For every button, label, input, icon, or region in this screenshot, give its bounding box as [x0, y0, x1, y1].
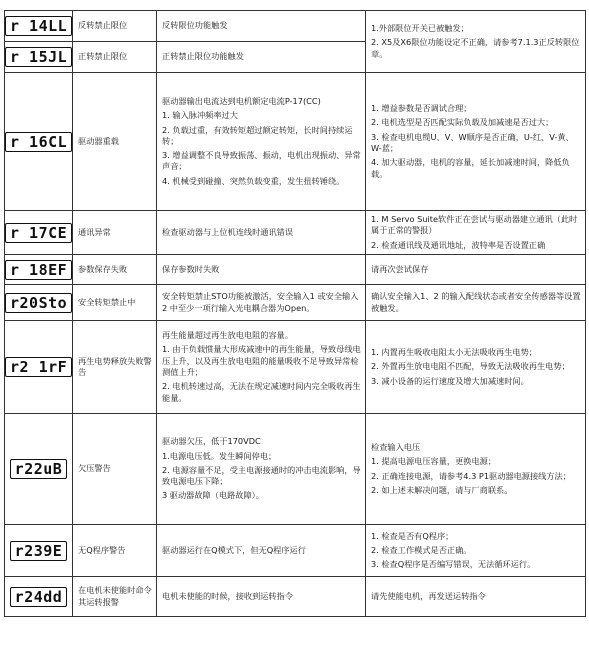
- alarm-code-cell: [5, 255, 73, 285]
- solution-line: 3. 检查Q程序是否编写错误，无法循环运行。: [371, 559, 536, 570]
- cause-line: 2. 电源容量不足，受主电源接通时的冲击电流影响，导致电源电压下降；: [162, 464, 361, 487]
- solution-line: 1. M Servo Suite软件正在尝试与驱动器建立通讯（此时属于正常的警报）: [371, 214, 578, 236]
- alarm-cause: [157, 414, 366, 525]
- alarm-solution: [366, 321, 586, 414]
- alarm-code-cell: [5, 525, 73, 577]
- alarm-code-cell: [5, 577, 73, 617]
- table-row: [5, 73, 586, 211]
- cause-line: 驱动器输出电流达到电机额定电流P-17(CC): [162, 95, 321, 106]
- cause-line: 安全转矩禁止STO功能被激活，安全输入1 或安全输入2 中至少一项行输入光电耦合器为Open。: [162, 291, 359, 313]
- alarm-code-cell: [5, 73, 73, 211]
- cause-line: 1. 输入脉冲频率过大: [162, 110, 238, 121]
- alarm-code: r22uB: [10, 459, 68, 479]
- alarm-cause: [157, 11, 366, 42]
- alarm-code: r24dd: [10, 587, 68, 607]
- solution-line: 1. 检查是否有Q程序；: [371, 530, 454, 541]
- alarm-table: [4, 10, 586, 617]
- solution-line: 2. 正确连接电源，请参考4.3 P1驱动器电源接线方法；: [371, 470, 571, 481]
- alarm-solution: [366, 525, 586, 577]
- solution-line: 1.外部限位开关已被触发；: [371, 23, 469, 34]
- alarm-cause: [157, 211, 366, 255]
- alarm-code: r 18EF: [5, 260, 72, 280]
- alarm-cause: [157, 255, 366, 285]
- table-row: [5, 525, 586, 577]
- alarm-solution: [366, 11, 586, 73]
- solution-line: 3. 检查电机电缆U、V、W顺序是否正确，U-红、V-黄、W-蓝；: [371, 131, 574, 153]
- alarm-code: r20Sto: [5, 293, 72, 313]
- alarm-cause: [157, 321, 366, 414]
- solution-line: 2. 检查通讯线及通讯地址，波特率是否设置正确: [371, 239, 546, 250]
- cause-line: 驱动器欠压，低于170VDC: [162, 436, 261, 447]
- alarm-name: 通讯异常: [73, 211, 157, 255]
- alarm-cause: [157, 73, 366, 211]
- table-row: [5, 414, 586, 525]
- table-row: [5, 211, 586, 255]
- alarm-code-cell: [5, 11, 73, 42]
- alarm-code: r 14LL: [5, 16, 72, 36]
- solution-line: 2. X5及X6限位功能设定不正确，请参考7.1.3正反转限位章。: [371, 37, 580, 59]
- alarm-code: r2 1rF: [5, 357, 72, 377]
- solution-line: 3. 减小设备的运行速度及增大加减速时间。: [371, 375, 529, 386]
- cause-line: 再生能量超过再生放电电阻的容量。: [162, 330, 294, 341]
- cause-line: 1.电源电压低。发生瞬间停电；: [162, 450, 277, 461]
- alarm-name: 再生电势释放失败警告: [73, 321, 157, 414]
- solution-line: 1. 增益参数是否调试合理；: [371, 103, 472, 114]
- solution-line: 检查输入电压: [371, 441, 421, 452]
- cause-line: 3 驱动器故障（电路故障）。: [162, 490, 264, 501]
- table-row: [5, 11, 586, 42]
- cause-line: 检查驱动器与上位机连线时通讯错误: [162, 226, 294, 237]
- alarm-code: r 16CL: [5, 132, 72, 152]
- alarm-name: 欠压警告: [73, 414, 157, 525]
- alarm-cause: [157, 577, 366, 617]
- cause-line: 4. 机械受到碰撞、突然负载变重，发生扭转锤绕。: [162, 175, 345, 186]
- cause-line: 3. 增益调整不良导致振荡、振动，电机出现振动、异常声音；: [162, 150, 361, 172]
- alarm-code-cell: [5, 42, 73, 73]
- alarm-name: 驱动器重载: [73, 73, 157, 211]
- cause-line: 保存参数时失败: [162, 263, 220, 274]
- alarm-cause: [157, 42, 366, 73]
- solution-line: 2. 电机选型是否匹配实际负载及加减速是否过大；: [371, 117, 554, 128]
- alarm-name: 反转禁止限位: [73, 11, 157, 42]
- solution-line: 确认安全输入1、2 的输入配线状态或者安全传感器等设置被触发。: [371, 291, 581, 313]
- cause-line: 驱动器运行在Q模式下，但无Q程序运行: [162, 544, 306, 555]
- table-row: [5, 285, 586, 321]
- alarm-code: r 15JL: [5, 47, 72, 67]
- table-row: [5, 321, 586, 414]
- solution-line: 请再次尝试保存: [371, 263, 429, 274]
- alarm-name: 安全转矩禁止中: [73, 285, 157, 321]
- alarm-code-cell: [5, 321, 73, 414]
- cause-line: 正转禁止限位功能触发: [162, 51, 244, 62]
- alarm-name: 正转禁止限位: [73, 42, 157, 73]
- alarm-code-cell: [5, 211, 73, 255]
- alarm-code: r239E: [10, 541, 68, 561]
- alarm-code: r 17CE: [5, 223, 72, 243]
- cause-line: 2. 负载过重，有效转矩超过额定转矩，长时间持续运转；: [162, 124, 353, 146]
- solution-line: 2. 如上述未解决问题，请与厂商联系。: [371, 484, 513, 495]
- alarm-solution: [366, 285, 586, 321]
- solution-line: 4. 加大驱动器，电机的容量，延长加减速时间，降低负载。: [371, 157, 570, 179]
- alarm-solution: [366, 577, 586, 617]
- solution-line: 请先使能电机，再发送运转指令: [371, 590, 486, 601]
- alarm-solution: [366, 211, 586, 255]
- table-row: [5, 255, 586, 285]
- solution-line: 2. 外置再生放电电阻不匹配，导致无法吸收再生电势；: [371, 361, 570, 372]
- alarm-solution: [366, 73, 586, 211]
- solution-line: 2. 检查工作模式是否正确。: [371, 544, 472, 555]
- alarm-name: 无Q程序警告: [73, 525, 157, 577]
- alarm-name: 参数保存失败: [73, 255, 157, 285]
- alarm-cause: [157, 525, 366, 577]
- cause-line: 2. 电机转速过高，无法在规定减速时间内完全吸收再生能量。: [162, 381, 361, 403]
- cause-line: 反转限位功能触发: [162, 20, 228, 31]
- alarm-code-cell: [5, 414, 73, 525]
- alarm-cause: [157, 285, 366, 321]
- cause-line: 1. 由于负载惯量大形成减速中的再生能量，导致母线电压上升，以及再生放电电阻的能量吸收不足导致异常检测值上升；: [162, 344, 361, 377]
- alarm-solution: [366, 255, 586, 285]
- alarm-code-cell: [5, 285, 73, 321]
- alarm-solution: [366, 414, 586, 525]
- table-row: [5, 577, 586, 617]
- alarm-name: 在电机未使能时命令其运转报警: [73, 577, 157, 617]
- solution-line: 1. 提高电源电压容量，更换电源；: [371, 456, 497, 467]
- solution-line: 1. 内置再生吸收电阻太小无法吸收再生电势；: [371, 347, 537, 358]
- cause-line: 电机未使能的时候，接收到运转指令: [162, 590, 294, 601]
